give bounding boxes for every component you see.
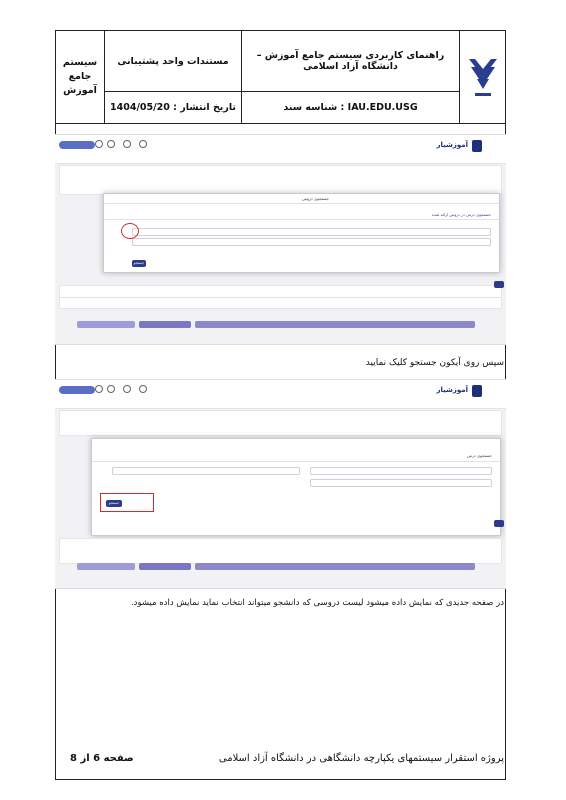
- info-icon: [107, 385, 115, 393]
- info-icon: [107, 140, 115, 148]
- system-name-cell: [56, 31, 105, 124]
- side-button[interactable]: [494, 281, 504, 288]
- app-topbar: [55, 135, 506, 164]
- document-title: راهنمای کاربردی سیستم جامع آموزش –دانشگاه آزاد اسلامی: [256, 50, 445, 73]
- action-tab-3[interactable]: [195, 563, 475, 570]
- publish-date: تاریخ انتشار : 1404/05/20: [110, 102, 236, 114]
- publish-date-cell: [105, 92, 242, 124]
- search-button-highlight: [100, 493, 154, 512]
- tab-underline: [104, 219, 499, 220]
- course-filter-input[interactable]: [132, 238, 491, 246]
- university-logo-icon: [467, 53, 499, 101]
- document-header: [55, 30, 506, 124]
- action-tab-2[interactable]: [139, 321, 191, 328]
- search-modal: [103, 193, 500, 273]
- search-icon-highlight: [121, 223, 139, 239]
- footer-project: پروژه استقرار سیستمهای یکپارچه دانشگاهی در دانشگاه آزاد اسلامی: [218, 753, 504, 764]
- user-pill: [59, 386, 95, 394]
- modal-header: جستجوی دروس: [302, 196, 329, 201]
- action-tab-1[interactable]: [77, 563, 135, 570]
- home-icon: [95, 385, 103, 393]
- doc-id: شناسه سند : IAU.EDU.USG: [283, 102, 418, 114]
- brand-name: آموزشیار: [436, 141, 468, 149]
- logo-cell: [460, 31, 506, 124]
- doc-id-cell: [242, 92, 460, 124]
- user-pill: [59, 141, 95, 149]
- docs-unit-cell: [105, 31, 242, 92]
- modal-divider: [104, 203, 499, 204]
- screenshot-course-search: [55, 134, 506, 345]
- help-icon: [123, 140, 131, 148]
- side-button[interactable]: [494, 520, 504, 527]
- brand-logo-icon: [472, 385, 482, 397]
- app-topbar: [55, 380, 506, 409]
- title-cell: [242, 31, 460, 92]
- action-tab-2[interactable]: [139, 563, 191, 570]
- bell-icon: [139, 140, 147, 148]
- search-button[interactable]: جستجو: [106, 500, 122, 507]
- content-panel: [59, 410, 502, 436]
- paragraph-2: در صفحه جدیدی که نمایش داده میشود لیست دروسی که دانشجو میتواند انتخاب نماید نمایش داده میشود.: [130, 598, 504, 608]
- brand-logo-icon: [472, 140, 482, 152]
- search-modal: [91, 438, 501, 536]
- action-tab-3[interactable]: [195, 321, 475, 328]
- docs-unit: مستندات واحد پشتیبانی: [117, 55, 229, 67]
- action-tab-1[interactable]: [77, 321, 135, 328]
- modal-title: جستجوی درس: [467, 453, 492, 458]
- filters-panel: [59, 538, 502, 564]
- modal-divider: [92, 461, 500, 462]
- course-code-input[interactable]: [310, 467, 492, 475]
- filters-divider: [59, 297, 502, 298]
- screenshot-course-search-modal: [55, 379, 506, 589]
- footer-page-number: صفحه 6 از 8: [70, 753, 134, 764]
- modal-tab[interactable]: جستجوی درس در دروس ارائه شده: [431, 212, 491, 217]
- system-name: سیستم جامع آموزش: [62, 57, 98, 96]
- brand-name: آموزشیار: [436, 386, 468, 394]
- content-panel: [59, 165, 502, 195]
- bell-icon: [139, 385, 147, 393]
- course-group-select[interactable]: [310, 479, 492, 487]
- home-icon: [95, 140, 103, 148]
- course-name-input[interactable]: [112, 467, 300, 475]
- help-icon: [123, 385, 131, 393]
- paragraph-1: سپس روی آیکون جستجو کلیک نمایید: [365, 358, 504, 368]
- course-search-input[interactable]: [132, 228, 491, 236]
- search-button[interactable]: جستجو: [133, 261, 145, 265]
